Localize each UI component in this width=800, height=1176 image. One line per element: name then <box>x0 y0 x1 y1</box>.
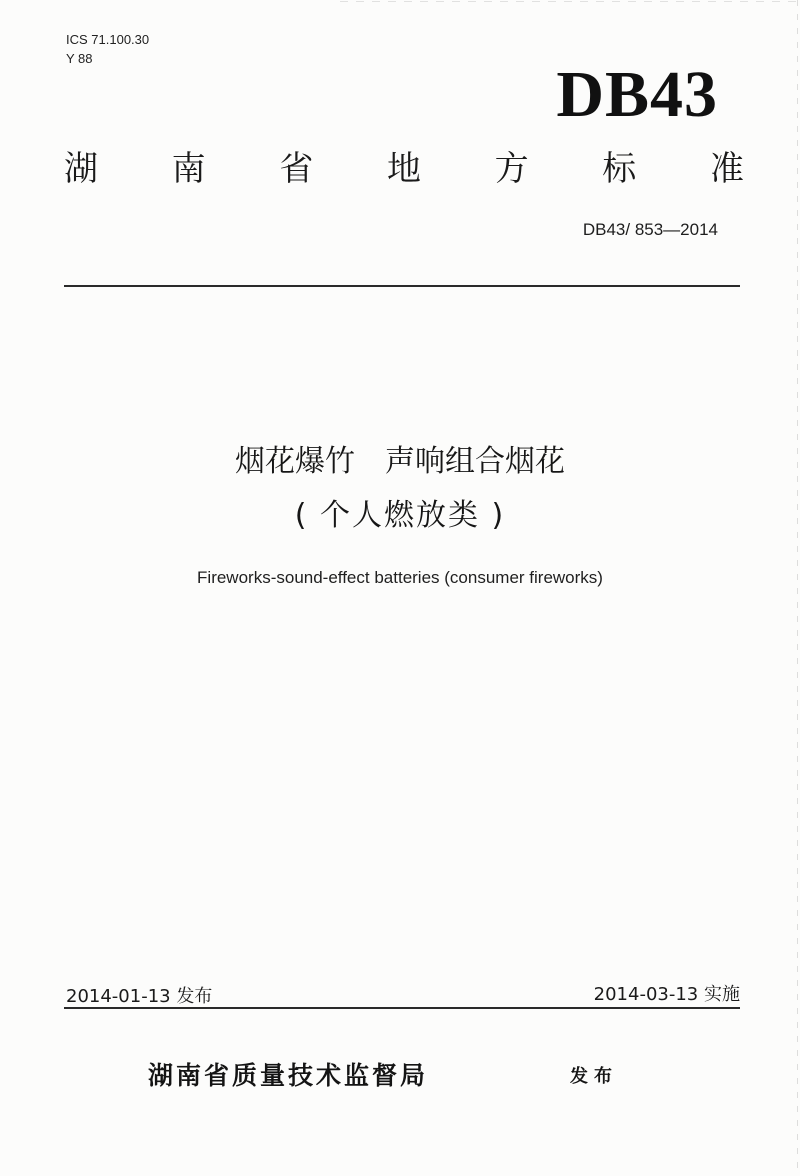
top-divider <box>64 285 740 287</box>
standard-type-heading <box>64 148 744 190</box>
implementation-date: 2014-03-13 实施 <box>593 984 740 1005</box>
standard-type-char: 湖 <box>64 149 98 189</box>
ics-code: ICS 71.100.30 <box>66 32 150 47</box>
document-title-chinese: 烟花爆竹 声响组合烟花 <box>235 444 565 479</box>
standard-type-char: 方 <box>494 149 529 189</box>
class-code: Y 88 <box>66 51 93 66</box>
classification-block <box>66 30 149 68</box>
document-title-english: Fireworks-sound-effect batteries (consumer fireworks) <box>197 568 603 587</box>
publisher-name: 湖南省质量技术监督局 <box>148 1061 429 1090</box>
db-code: DB43 <box>556 58 718 131</box>
standard-number: DB43/ 853—2014 <box>582 220 718 239</box>
standard-type-char: 准 <box>709 149 744 189</box>
standard-type-char: 省 <box>279 149 314 189</box>
publish-label: 发布 <box>570 1066 618 1087</box>
standard-type-char: 标 <box>602 149 637 189</box>
standard-type-char: 地 <box>386 149 421 189</box>
standard-type-char: 南 <box>171 149 206 189</box>
scan-artifact-top <box>340 1 800 2</box>
bottom-divider <box>64 1007 740 1009</box>
document-subtitle-chinese: ( 个人燃放类 ) <box>294 498 506 533</box>
issue-date: 2014-01-13 发布 <box>66 986 213 1007</box>
